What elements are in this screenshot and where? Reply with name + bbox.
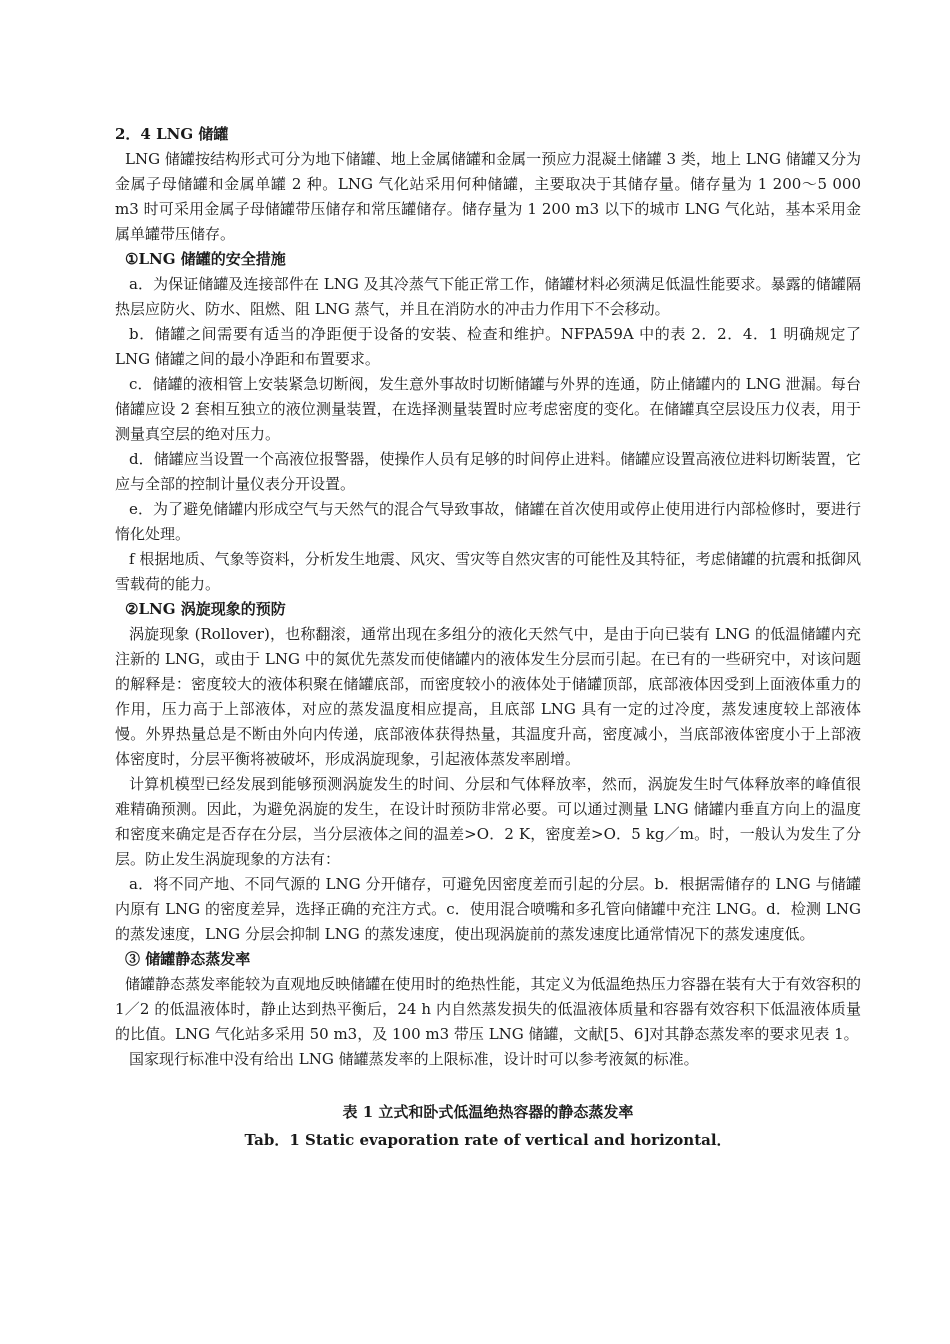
safety-item-e: e．为了避免储罐内形成空气与天然气的混合气导致事故，储罐在首次使用或停止使用进行内部检修时，要进行惰化处理。 bbox=[115, 500, 861, 543]
table-caption bbox=[115, 1098, 861, 1154]
table-caption-en: Tab．1 Static evaporation rate of vertical and horizontal． bbox=[244, 1131, 732, 1149]
evaporation-heading: ③ 储罐静态蒸发率 bbox=[125, 950, 251, 968]
evaporation-para-1: 储罐静态蒸发率能较为直观地反映储罐在使用时的绝热性能，其定义为低温绝热压力容器在装有大于有效容积的 1／2 的低温液体时，静止达到热平衡后，24 h 内自然蒸发损失的低温液体质量和容器有效容积下低温液体质量的比值。LNG 气化站多采用 50 m3，及 100 m3 带压 LNG 储罐，文献[5、6]对其静态蒸发率的要求见表 1。 bbox=[115, 975, 861, 1043]
rollover-para-3: a．将不同产地、不同气源的 LNG 分开储存，可避免因密度差而引起的分层。b．根据需储存的 LNG 与储罐内原有 LNG 的密度差异，选择正确的充注方式。c．使用混合喷嘴和多孔管向储罐中充注 LNG。d．检测 LNG 的蒸发速度，LNG 分层会抑制 LNG 的蒸发速度，使出现涡旋前的蒸发速度比通常情况下的蒸发速度低。 bbox=[115, 875, 861, 943]
evaporation-para-2: 国家现行标准中没有给出 LNG 储罐蒸发率的上限标准，设计时可以参考液氮的标准。 bbox=[129, 1050, 699, 1068]
rollover-para-2: 计算机模型已经发展到能够预测涡旋发生的时间、分层和气体释放率，然而，涡旋发生时气体释放率的峰值很难精确预测。因此，为避免涡旋的发生，在设计时预防非常必要。可以通过测量 LNG 储罐内垂直方向上的温度和密度来确定是否存在分层，当分层液体之间的温差>O．2 K，密度差>O．5 kg／m。时，一般认为发生了分层。防止发生涡旋现象的方法有： bbox=[115, 775, 862, 868]
safety-item-b: b．储罐之间需要有适当的净距便于设备的安装、检查和维护。NFPA59A 中的表 2．2．4．1 明确规定了 LNG 储罐之间的最小净距和布置要求。 bbox=[115, 325, 861, 368]
document-page bbox=[115, 122, 861, 1154]
safety-item-d: d．储罐应当设置一个高液位报警器，使操作人员有足够的时间停止进料。储罐应设置高液位进料切断装置，它应与全部的控制计量仪表分开设置。 bbox=[115, 450, 861, 493]
table-caption-cn: 表 1 立式和卧式低温绝热容器的静态蒸发率 bbox=[342, 1103, 634, 1121]
safety-item-a: a．为保证储罐及连接部件在 LNG 及其冷蒸气下能正常工作，储罐材料必须满足低温性能要求。暴露的储罐隔热层应防火、防水、阻燃、阻 LNG 蒸气，并且在消防水的冲击力作用下不会移动。 bbox=[115, 275, 861, 318]
safety-item-f: f 根据地质、气象等资料，分析发生地震、风灾、雪灾等自然灾害的可能性及其特征，考虑储罐的抗震和抵御风雪载荷的能力。 bbox=[115, 550, 861, 593]
safety-heading: ①LNG 储罐的安全措施 bbox=[125, 250, 286, 268]
section-heading: 2．4 LNG 储罐 bbox=[115, 125, 229, 143]
rollover-para-1: 涡旋现象 (Rollover)，也称翻滚，通常出现在多组分的液化天然气中，是由于向已装有 LNG 的低温储罐内充注新的 LNG，或由于 LNG 中的氮优先蒸发而使储罐内的液体发生分层而引起。在已有的一些研究中，对该问题的解释是：密度较大的液体积聚在储罐底部，而密度较小的液体处于储罐顶部，底部液体因受到上面液体重力的作用，压力高于上部液体，对应的蒸发温度相应提高，且底部 LNG 具有一定的过冷度，蒸发速度较上部液体慢。外界热量总是不断由外向内传递，底部液体获得热量，其温度升高，密度减小，当底部液体密度小于上部液体密度时，分层平衡将被破坏，形成涡旋现象，引起液体蒸发率剧增。 bbox=[115, 625, 861, 768]
rollover-heading: ②LNG 涡旋现象的预防 bbox=[125, 600, 286, 618]
section-intro: LNG 储罐按结构形式可分为地下储罐、地上金属储罐和金属一预应力混凝土储罐 3 类，地上 LNG 储罐又分为金属子母储罐和金属单罐 2 种。LNG 气化站采用何种储罐，主要取决于其储存量。储存量为 1 200～5 000 m3 时可采用金属子母储罐带压储存和常压罐储存。储存量为 1 200 m3 以下的城市 LNG 气化站，基本采用金属单罐带压储存。 bbox=[115, 150, 861, 243]
safety-item-c: c．储罐的液相管上安装紧急切断阀，发生意外事故时切断储罐与外界的连通，防止储罐内的 LNG 泄漏。每台储罐应设 2 套相互独立的液位测量装置，在选择测量装置时应考虑密度的变化。在储罐真空层设压力仪表，用于测量真空层的绝对压力。 bbox=[115, 375, 861, 443]
